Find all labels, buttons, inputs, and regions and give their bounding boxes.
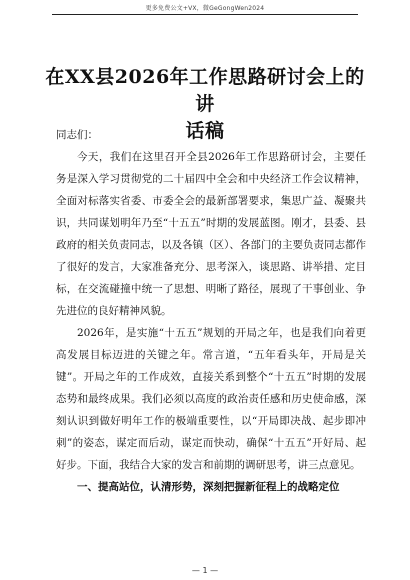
header-divider	[52, 14, 358, 15]
section-heading-1: 一、提高站位，认清形势，深刻把握新征程上的战略定位	[77, 481, 340, 493]
document-body	[56, 124, 366, 498]
page-number: — 1 —	[191, 566, 219, 575]
paragraph-context: 2026年，是实施“十五五”规划的开局之年，也是我们向着更高发展目标迈进的关键之年。常言道，“五年看头年，开局是关键”。开局之年的工作成效，直接关系到整个“十五五”时期的发展态势和最终成果。我们必须以高度的政治责任感和历史使命感，深刻认识到做好明年工作的极端重要性，以“开局即决战、起步即冲刺”的姿态，谋定而后动，谋定而快动，确保“十五五”开好局、起好步。下面，我结合大家的发言和前期的调研思考，讲三点意见。	[56, 327, 366, 471]
title-line-2: 话稿	[185, 120, 225, 142]
salutation: 同志们：	[56, 129, 98, 141]
title-line-1: 在XX县2026年工作思路研讨会上的讲	[45, 66, 365, 115]
header-note: 更多免费公文+VX，微GeGongWen2024	[145, 5, 265, 12]
paragraph-opening: 今天，我们在这里召开全县2026年工作思路研讨会，主要任务是深入学习贯彻党的二十届四中全会和中央经济工作会议精神，全面对标落实省委、市委全会的最新部署要求，集思广益、凝聚共识，共同谋划明年乃至“十五五”时期的发展蓝图。刚才，县委、县政府的相关负责同志，以及各镇（区）、各部门的主要负责同志都作了很好的发言，大家准备充分、思考深入，谈思路、讲举措、定目标，在交流碰撞中统一了思想、明晰了路径，展现了干事创业、争先进位的良好精神风貌。	[56, 151, 366, 317]
